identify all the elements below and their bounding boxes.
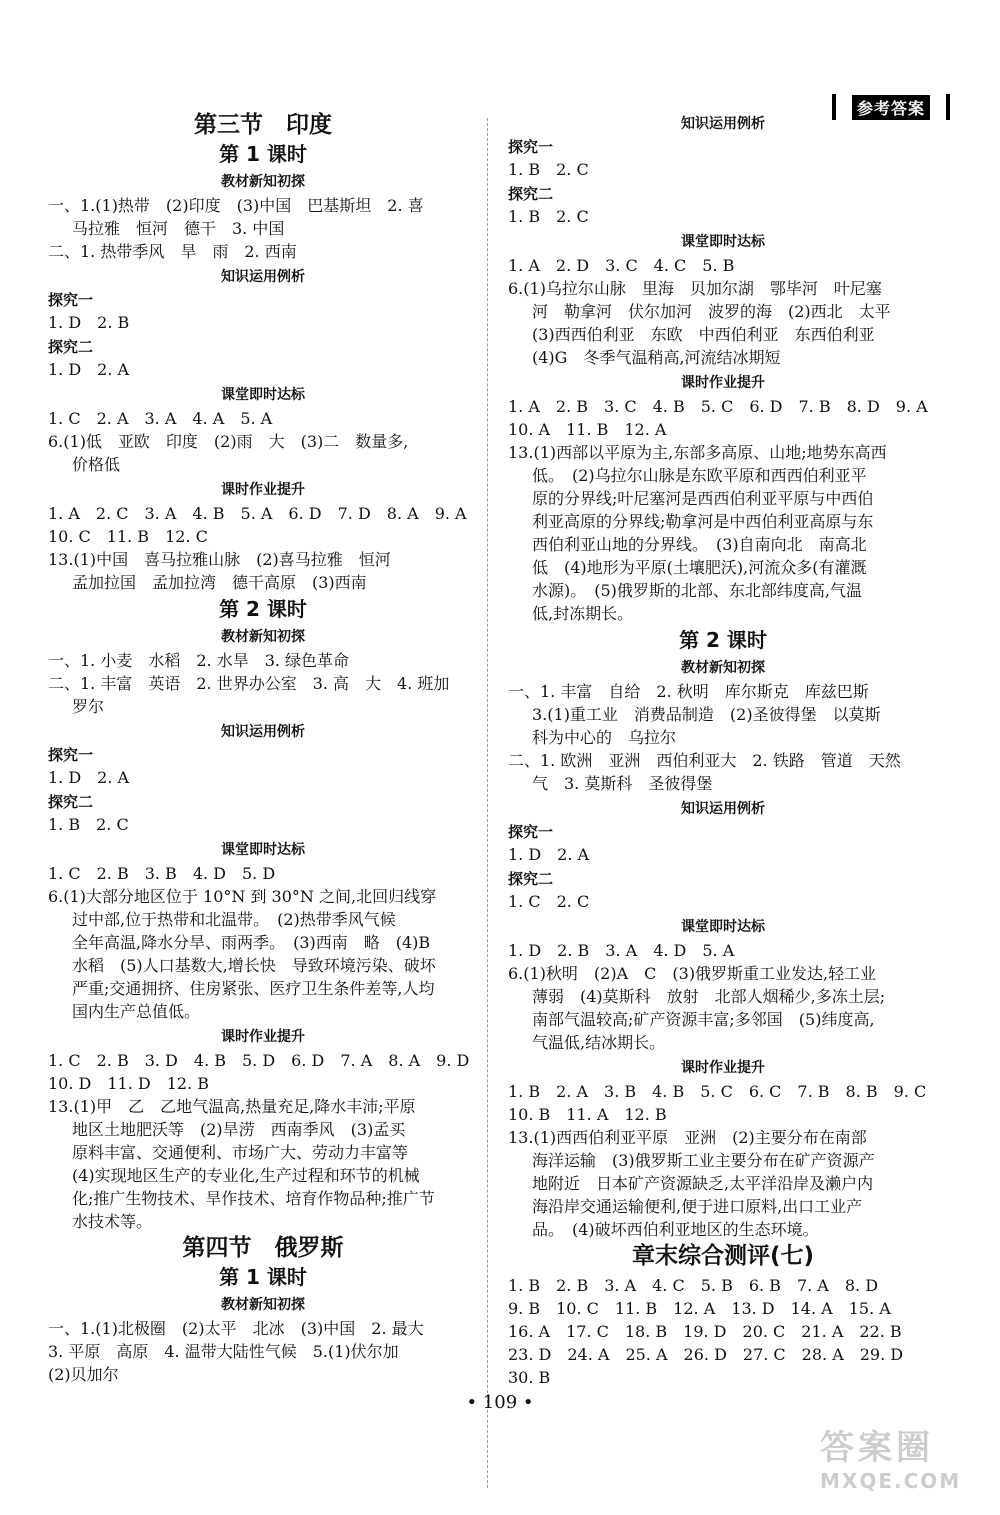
answer-line: 1. A 2. B 3. C 4. B 5. C 6. D 7. B 8. D 9. A [508, 397, 928, 416]
subsection-heading: 教材新知初探 [681, 660, 765, 676]
answer-line: 1. B 2. C [508, 207, 589, 226]
right-column [508, 110, 938, 1389]
inquiry-label: 探究一 [508, 823, 554, 841]
watermark-logo [820, 1420, 990, 1493]
answer-line-continued: 罗尔 [72, 697, 105, 716]
answer-line-continued: (4)G 冬季气温稍高,河流结冰期短 [532, 348, 781, 367]
lesson-title: 第 2 课时 [679, 628, 767, 652]
section-title: 第三节 印度 [194, 112, 332, 138]
subsection-heading: 课时作业提升 [681, 375, 765, 391]
subsection-heading: 教材新知初探 [221, 1297, 305, 1313]
answer-line: 3. 平原 高原 4. 温带大陆性气候 5.(1)伏尔加 [48, 1342, 399, 1361]
answer-line: 6.(1)大部分地区位于 10°N 到 30°N 之间,北回归线穿 [48, 887, 437, 906]
subsection-heading: 课堂即时达标 [221, 387, 305, 403]
answer-line-continued: 低,封冻期长。 [532, 604, 634, 623]
answer-line-continued: 南部气温较高;矿产资源丰富;多邻国 (5)纬度高, [532, 1010, 875, 1029]
answer-line-continued: 价格低 [72, 455, 121, 474]
answer-line-continued: 水技术等。 [72, 1212, 153, 1231]
answer-line: 一、1. 丰富 自给 2. 秋明 库尔斯克 库兹巴斯 [508, 682, 869, 701]
answer-line: 1. C 2. B 3. D 4. B 5. D 6. D 7. A 8. A 9. D [48, 1051, 470, 1070]
answer-line: 10. B 11. A 12. B [508, 1105, 667, 1124]
subsection-heading: 知识运用例析 [221, 269, 305, 285]
column-divider [487, 118, 488, 1488]
answer-line: 1. C 2. C [508, 892, 590, 911]
answer-line: 一、1.(1)北极圈 (2)太平 北冰 (3)中国 2. 最大 [48, 1319, 424, 1338]
answer-line: 1. B 2. C [508, 160, 589, 179]
answer-line-continued: 地区土地肥沃等 (2)旱涝 西南季风 (3)孟买 [72, 1120, 406, 1139]
answer-line-continued: (3)西西伯利亚 东欧 中西伯利亚 东西伯利亚 [532, 325, 875, 344]
left-column [48, 110, 478, 1386]
answer-line: 10. C 11. B 12. C [48, 527, 208, 546]
section-title: 第四节 俄罗斯 [182, 1235, 344, 1261]
answer-line: 1. D 2. A [48, 768, 130, 787]
lesson-title: 第 1 课时 [219, 142, 307, 166]
answer-line: 9. B 10. C 11. B 12. A 13. D 14. A 15. A [508, 1299, 891, 1318]
answer-line-continued: 水稻 (5)人口基数大,增长快 导致环境污染、破坏 [72, 956, 436, 975]
answer-line: 1. D 2. B [48, 313, 130, 332]
answer-line-continued: 严重;交通拥挤、住房紧张、医疗卫生条件差等,人均 [72, 979, 435, 998]
section-title: 章末综合测评(七) [631, 1243, 815, 1269]
answer-line: 13.(1)中国 喜马拉雅山脉 (2)喜马拉雅 恒河 [48, 550, 391, 569]
subsection-heading: 课堂即时达标 [681, 234, 765, 250]
subsection-heading: 课堂即时达标 [221, 842, 305, 858]
subsection-heading: 知识运用例析 [681, 116, 765, 132]
answer-line: 10. A 11. B 12. A [508, 420, 667, 439]
subsection-heading: 课时作业提升 [681, 1060, 765, 1076]
subsection-heading: 知识运用例析 [681, 801, 765, 817]
answer-line: 1. D 2. A [48, 360, 130, 379]
answer-line: 1. D 2. A [508, 845, 590, 864]
answer-line-continued: 过中部,位于热带和北温带。 (2)热带季风气候 [72, 910, 396, 929]
answer-line: 1. B 2. A 3. B 4. B 5. C 6. C 7. B 8. B 9. C [508, 1082, 927, 1101]
answer-line: 1. A 2. D 3. C 4. C 5. B [508, 256, 735, 275]
answer-line-continued: 国内生产总值低。 [72, 1002, 201, 1021]
answer-line: 6.(1)乌拉尔山脉 里海 贝加尔湖 鄂毕河 叶尼塞 [508, 279, 882, 298]
subsection-heading: 课时作业提升 [221, 1029, 305, 1045]
answer-line-continued: 水源)。 (5)俄罗斯的北部、东北部纬度高,气温 [532, 581, 862, 600]
answer-line: (2)贝加尔 [48, 1365, 119, 1384]
subsection-heading: 教材新知初探 [221, 174, 305, 190]
answer-line: 1. C 2. B 3. B 4. D 5. D [48, 864, 276, 883]
answer-line: 1. B 2. B 3. A 4. C 5. B 6. B 7. A 8. D [508, 1276, 879, 1295]
answer-line: 23. D 24. A 25. A 26. D 27. C 28. A 29. D [508, 1345, 904, 1364]
answer-line: 二、1. 丰富 英语 2. 世界办公室 3. 高 大 4. 班加 [48, 674, 450, 693]
inquiry-label: 探究一 [48, 746, 94, 764]
answer-line-continued: 原料丰富、交通便利、市场广大、劳动力丰富等 [72, 1143, 409, 1162]
answer-line: 1. C 2. A 3. A 4. A 5. A [48, 409, 273, 428]
watermark-url: MXQE.COM [820, 1469, 962, 1493]
answer-line-continued: 科为中心的 乌拉尔 [532, 728, 677, 747]
inquiry-label: 探究二 [48, 338, 94, 356]
answer-line-continued: 气 3. 莫斯科 圣彼得堡 [532, 774, 713, 793]
answer-line: 10. D 11. D 12. B [48, 1074, 210, 1093]
answer-line: 16. A 17. C 18. B 19. D 20. C 21. A 22. B [508, 1322, 902, 1341]
answer-line-continued: 原的分界线;叶尼塞河是西西伯利亚平原与中西伯 [532, 489, 874, 508]
answer-line-continued: 河 勒拿河 伏尔加河 波罗的海 (2)西北 太平 [532, 302, 891, 321]
answer-line-continued: 气温低,结冰期长。 [532, 1033, 666, 1052]
answer-line-continued: (4)实现地区生产的专业化,生产过程和环节的机械 [72, 1166, 420, 1185]
answer-line-continued: 孟加拉国 孟加拉湾 德干高原 (3)西南 [72, 573, 367, 592]
answer-key-label: 参考答案 [852, 95, 930, 120]
answer-line: 1. A 2. C 3. A 4. B 5. A 6. D 7. D 8. A 9. A [48, 504, 467, 523]
answer-line: 6.(1)低 亚欧 印度 (2)雨 大 (3)二 数量多, [48, 432, 409, 451]
answer-line-continued: 低 (4)地形为平原(土壤肥沃),河流众多(有灌溉 [532, 558, 867, 577]
inquiry-label: 探究二 [508, 870, 554, 888]
answer-line: 13.(1)甲 乙 乙地气温高,热量充足,降水丰沛;平原 [48, 1097, 416, 1116]
answer-line-continued: 地附近 日本矿产资源缺乏,太平洋沿岸及濑户内 [532, 1174, 874, 1193]
answer-line: 一、1. 小麦 水稻 2. 水旱 3. 绿色革命 [48, 651, 350, 670]
inquiry-label: 探究二 [48, 793, 94, 811]
answer-line-continued: 西伯利亚山地的分界线。 (3)自南向北 南高北 [532, 535, 867, 554]
subsection-heading: 课时作业提升 [221, 482, 305, 498]
subsection-heading: 知识运用例析 [221, 724, 305, 740]
subsection-heading: 课堂即时达标 [681, 919, 765, 935]
answer-line: 13.(1)西部以平原为主,东部多高原、山地;地势东高西 [508, 443, 887, 462]
answer-line: 二、1. 热带季风 旱 雨 2. 西南 [48, 242, 297, 261]
answer-line: 13.(1)西西伯利亚平原 亚洲 (2)主要分布在南部 [508, 1128, 867, 1147]
answer-line-continued: 马拉雅 恒河 德干 3. 中国 [72, 219, 285, 238]
answer-line-continued: 化;推广生物技术、旱作技术、培育作物品种;推广节 [72, 1189, 435, 1208]
inquiry-label: 探究一 [48, 291, 94, 309]
answer-line-continued: 3.(1)重工业 消费品制造 (2)圣彼得堡 以莫斯 [532, 705, 881, 724]
answer-line: 一、1.(1)热带 (2)印度 (3)中国 巴基斯坦 2. 喜 [48, 196, 424, 215]
answer-line-continued: 海洋运输 (3)俄罗斯工业主要分布在矿产资源产 [532, 1151, 875, 1170]
lesson-title: 第 1 课时 [219, 1265, 307, 1289]
answer-line-continued: 品。 (4)破坏西伯利亚地区的生态环境。 [532, 1220, 819, 1239]
answer-line-continued: 薄弱 (4)莫斯科 放射 北部人烟稀少,多冻土层; [532, 987, 886, 1006]
answer-line-continued: 全年高温,降水分旱、雨两季。 (3)西南 略 (4)B [72, 933, 431, 952]
page-number: • 109 • [466, 1392, 534, 1413]
answer-line-continued: 海沿岸交通运输便利,便于进口原料,出口工业产 [532, 1197, 863, 1216]
watermark-main: 答案圈 [820, 1428, 934, 1468]
answer-line-continued: 利亚高原的分界线;勒拿河是中西伯利亚高原与东 [532, 512, 874, 531]
inquiry-label: 探究二 [508, 185, 554, 203]
answer-line: 6.(1)秋明 (2)A C (3)俄罗斯重工业发达,轻工业 [508, 964, 877, 983]
answer-line: 1. D 2. B 3. A 4. D 5. A [508, 941, 735, 960]
lesson-title: 第 2 课时 [219, 597, 307, 621]
answer-line: 30. B [508, 1368, 551, 1387]
answer-line: 二、1. 欧洲 亚洲 西伯利亚大 2. 铁路 管道 天然 [508, 751, 901, 770]
answer-line-continued: 低。 (2)乌拉尔山脉是东欧平原和西西伯利亚平 [532, 466, 867, 485]
subsection-heading: 教材新知初探 [221, 629, 305, 645]
answer-line: 1. B 2. C [48, 815, 129, 834]
inquiry-label: 探究一 [508, 138, 554, 156]
